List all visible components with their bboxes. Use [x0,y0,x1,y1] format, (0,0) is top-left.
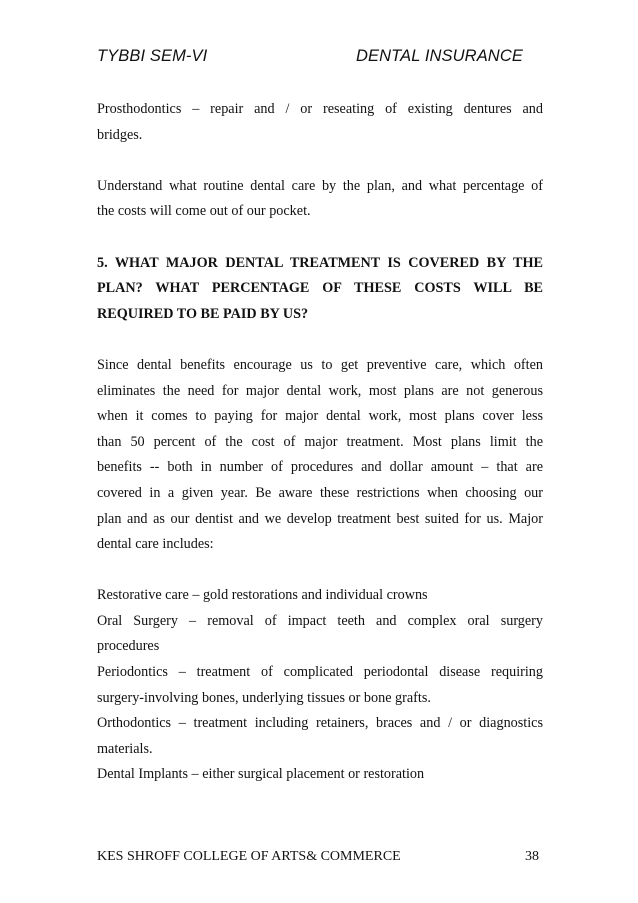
text-line: Orthodontics – treatment including retainers, braces and / or diagnostics [97,715,543,732]
text-line: materials. [97,740,153,757]
page-footer [0,849,638,869]
list-periodontics [97,660,543,711]
text-line: covered in a given year. Be aware these restrictions when choosing our [97,484,543,501]
list-oral-surgery [97,609,543,660]
text-line: Periodontics – treatment of complicated periodontal disease requiring [97,664,543,681]
heading-line: REQUIRED TO BE PAID BY US? [97,305,309,322]
text-line: when it comes to paying for major dental work, most plans cover less [97,408,543,425]
text-line: surgery-involving bones, underlying tissues or bone grafts. [97,689,431,706]
text-line: dental care includes: [97,536,214,553]
header-subject: DENTAL INSURANCE [356,47,523,65]
paragraph-gap [97,225,543,251]
text-line: Oral Surgery – removal of impact teeth and complex oral surgery [97,612,543,629]
heading-line: 5. WHAT MAJOR DENTAL TREATMENT IS COVERED BY THE [97,254,543,271]
list-restorative [97,583,543,609]
paragraph-gap [97,558,543,584]
paragraph-prosthodontics [97,97,543,148]
text-line: eliminates the need for major dental work, most plans are not generous [97,382,543,399]
text-line: benefits -- both in number of procedures and dollar amount – that are [97,459,543,476]
paragraph-major-care [97,353,543,558]
text-line: Prosthodontics – repair and / or reseating of existing dentures and [97,101,543,117]
paragraph-gap [97,327,543,353]
page-number: 38 [525,849,539,864]
text-line: Since dental benefits encourage us to get preventive care, which often [97,356,543,373]
text-line: bridges. [97,126,143,143]
heading-line: PLAN? WHAT PERCENTAGE OF THESE COSTS WILL BE [97,280,543,297]
text-line: plan and as our dentist and we develop treatment best suited for us. Major [97,510,543,527]
paragraph-understand [97,174,543,225]
list-orthodontics [97,711,543,762]
page-header [0,47,638,71]
section-heading [97,251,543,328]
text-line: Restorative care – gold restorations and individual crowns [97,587,428,604]
text-line: Understand what routine dental care by the plan, and what percentage of [97,177,543,194]
page-body [97,97,543,788]
header-course: TYBBI SEM-VI [97,47,208,65]
text-line: the costs will come out of our pocket. [97,203,311,220]
text-line: Dental Implants – either surgical placement or restoration [97,766,425,783]
list-implants [97,762,543,788]
text-line: than 50 percent of the cost of major treatment. Most plans limit the [97,433,543,450]
paragraph-gap [97,148,543,174]
text-line: procedures [97,638,160,655]
footer-college: KES SHROFF COLLEGE OF ARTS& COMMERCE [97,849,401,864]
